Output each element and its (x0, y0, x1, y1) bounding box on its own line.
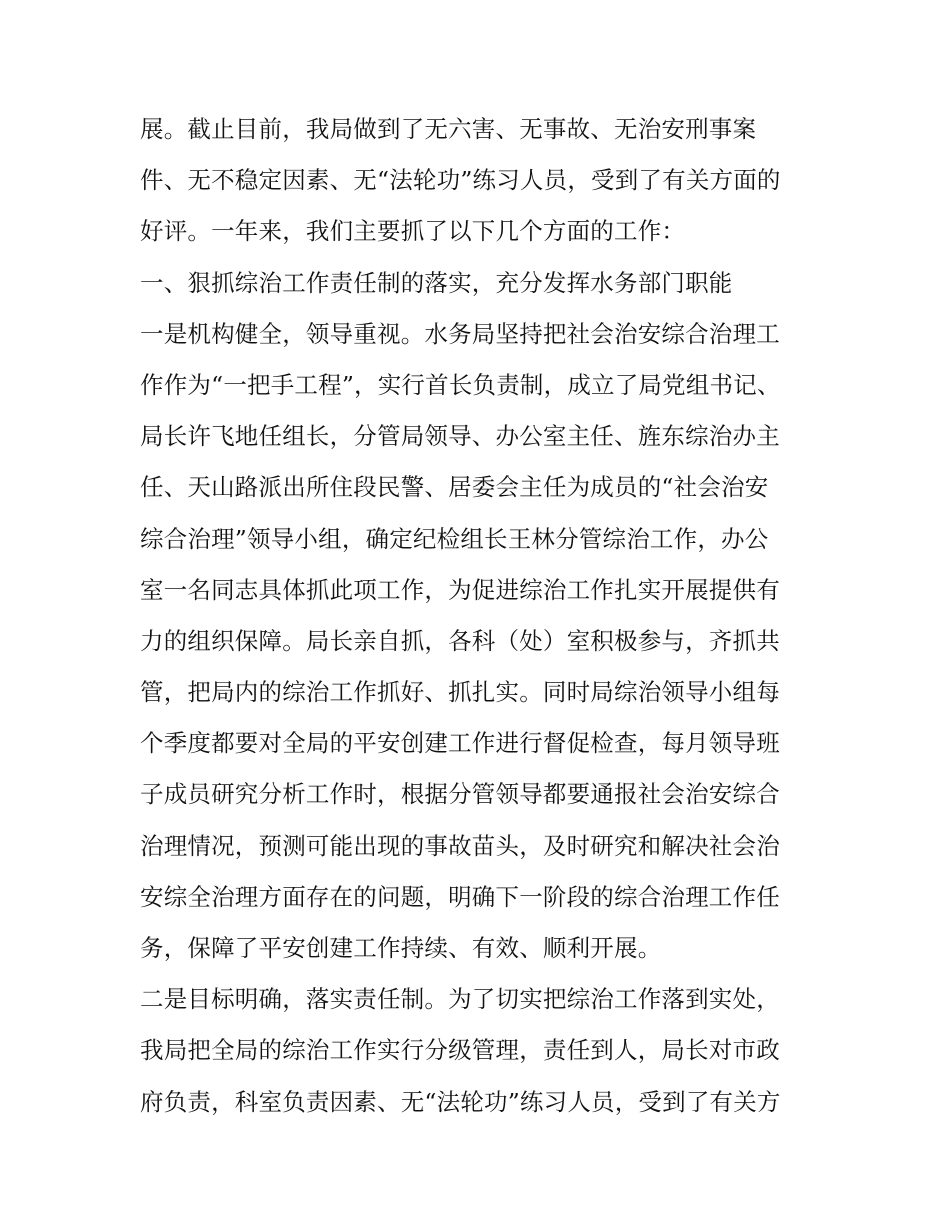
text-line-3: 好评。一年来，我们主要抓了以下几个方面的工作： (140, 217, 686, 246)
section-heading-1: 一、狠抓综治工作责任制的落实，充分发挥水务部门职能 (140, 268, 733, 297)
text-line-13: 个季度都要对全局的平安创建工作进行督促检查，每月领导班 (140, 729, 780, 758)
text-line-9: 综合治理”领导小组，确定纪检组长王林分管综治工作，办公 (140, 524, 769, 553)
text-line-1: 展。截止目前，我局做到了无六害、无事故、无治安刑事案 (140, 115, 757, 143)
text-line-2: 件、无不稳定因素、无“法轮功”练习人员，受到了有关方面的 (140, 166, 781, 195)
document-body (140, 104, 820, 1128)
text-line-17: 务，保障了平安创建工作持续、有效、顺利开展。 (140, 934, 662, 962)
text-line-19: 我局把全局的综治工作实行分级管理，责任到人，局长对市政 (140, 1036, 780, 1065)
text-line-14: 子成员研究分析工作时，根据分管领导都要通报社会治安综合 (140, 780, 780, 809)
text-line-10: 室一名同志具体抓此项工作，为促进综治工作扎实开展提供有 (140, 575, 780, 604)
text-line-12: 管，把局内的综治工作抓好、抓扎实。同时局综治领导小组每 (140, 678, 780, 707)
text-line-5: 一是机构健全，领导重视。水务局坚持把社会治安综合治理工 (140, 319, 780, 348)
text-line-8: 任、天山路派出所住段民警、居委会主任为成员的“社会治安 (140, 473, 769, 502)
text-line-11: 力的组织保障。局长亲自抓，各科（处）室积极参与，齐抓共 (140, 626, 780, 655)
text-line-7: 局长许飞地任组长，分管局领导、办公室主任、旌东综治办主 (140, 422, 780, 451)
text-line-18: 二是目标明确，落实责任制。为了切实把综治工作落到实处， (140, 985, 780, 1014)
text-line-20: 府负责，科室负责因素、无“法轮功”练习人员，受到了有关方 (140, 1087, 781, 1116)
text-line-16: 安综全治理方面存在的问题，明确下一阶段的综合治理工作任 (140, 882, 780, 911)
text-line-6: 作作为“一把手工程”，实行首长负责制，成立了局党组书记、 (140, 370, 781, 399)
text-line-15: 治理情况，预测可能出现的事故苗头，及时研究和解决社会治 (140, 831, 780, 860)
